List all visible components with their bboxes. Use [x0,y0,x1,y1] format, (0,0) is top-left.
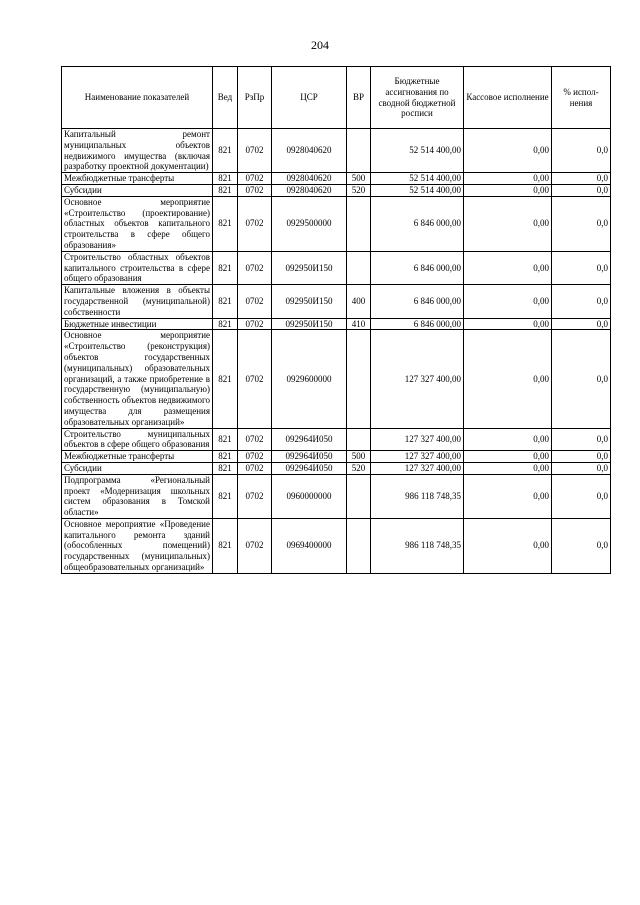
row-rzpr: 0702 [238,518,272,573]
row-rzpr: 0702 [238,428,272,451]
row-budget: 6 846 000,00 [371,251,464,284]
row-name: Основное мероприятие «Проведение капитального ремонта зданий (обособленных помещений) государственных (муниципальных) общеобразовательных организаций» [62,518,213,573]
row-budget: 986 118 748,35 [371,518,464,573]
row-percent: 0,0 [552,196,611,251]
row-budget: 52 514 400,00 [371,184,464,196]
row-cash: 0,00 [464,330,552,428]
header-name: Наименование показателей [62,67,213,129]
row-csr: 0928040620 [272,184,347,196]
row-vr: 520 [347,184,371,196]
row-ved: 821 [213,251,238,284]
row-vr [347,474,371,518]
row-name: Основное мероприятие «Строительство (реконструкция) объектов государственных (муниципальных) образовательных организаций, а также приобретение в государственную (муниципальную) собственность объектов недвижимого имущества для размещения образовательных организаций» [62,330,213,428]
table-row [62,129,611,173]
row-vr: 520 [347,462,371,474]
row-vr: 410 [347,318,371,330]
row-csr: 092964И050 [272,428,347,451]
table-row [62,451,611,463]
row-ved: 821 [213,330,238,428]
row-name: Субсидии [62,462,213,474]
row-vr: 400 [347,285,371,318]
row-name: Капитальные вложения в объекты государственной (муниципальной) собственности [62,285,213,318]
table-row [62,285,611,318]
table-row [62,173,611,185]
row-cash: 0,00 [464,184,552,196]
row-budget: 6 846 000,00 [371,196,464,251]
table-row [62,428,611,451]
page-number: 204 [311,38,329,52]
row-rzpr: 0702 [238,318,272,330]
row-budget: 6 846 000,00 [371,285,464,318]
row-rzpr: 0702 [238,129,272,173]
row-name: Строительство муниципальных объектов в сфере общего образования [62,428,213,451]
row-vr [347,196,371,251]
row-name: Межбюджетные трансферты [62,451,213,463]
row-ved: 821 [213,285,238,318]
row-budget: 127 327 400,00 [371,428,464,451]
row-csr: 092950И150 [272,251,347,284]
row-vr [347,428,371,451]
row-rzpr: 0702 [238,196,272,251]
row-percent: 0,0 [552,330,611,428]
row-percent: 0,0 [552,285,611,318]
header-percent: % испол-нения [552,67,611,129]
row-cash: 0,00 [464,428,552,451]
row-budget: 6 846 000,00 [371,318,464,330]
row-cash: 0,00 [464,474,552,518]
table-row [62,462,611,474]
row-csr: 0960000000 [272,474,347,518]
row-name: Бюджетные инвестиции [62,318,213,330]
row-rzpr: 0702 [238,173,272,185]
row-csr: 0929600000 [272,330,347,428]
header-vr: ВР [347,67,371,129]
row-budget: 52 514 400,00 [371,173,464,185]
row-cash: 0,00 [464,129,552,173]
row-csr: 0928040620 [272,129,347,173]
row-ved: 821 [213,474,238,518]
row-cash: 0,00 [464,462,552,474]
row-csr: 0928040620 [272,173,347,185]
row-cash: 0,00 [464,451,552,463]
row-percent: 0,0 [552,173,611,185]
row-percent: 0,0 [552,474,611,518]
row-csr: 092964И050 [272,462,347,474]
header-ved: Вед [213,67,238,129]
header-cash: Кассовое исполнение [464,67,552,129]
row-cash: 0,00 [464,251,552,284]
row-percent: 0,0 [552,428,611,451]
row-vr [347,251,371,284]
table-row [62,318,611,330]
row-percent: 0,0 [552,462,611,474]
table-row [62,518,611,573]
row-name: Основное мероприятие «Строительство (проектирование) областных объектов капитального строительства в сфере общего образования» [62,196,213,251]
row-csr: 092950И150 [272,285,347,318]
row-vr: 500 [347,451,371,463]
row-csr: 092950И150 [272,318,347,330]
table-header-row [62,67,611,129]
row-csr: 0969400000 [272,518,347,573]
row-budget: 127 327 400,00 [371,462,464,474]
row-rzpr: 0702 [238,285,272,318]
row-ved: 821 [213,428,238,451]
row-ved: 821 [213,462,238,474]
header-budget: Бюджетные ассигнования по сводной бюджетной росписи [371,67,464,129]
row-ved: 821 [213,196,238,251]
row-budget: 127 327 400,00 [371,330,464,428]
row-name: Межбюджетные трансферты [62,173,213,185]
row-percent: 0,0 [552,129,611,173]
table-row [62,196,611,251]
table-row [62,251,611,284]
row-budget: 127 327 400,00 [371,451,464,463]
row-percent: 0,0 [552,518,611,573]
row-rzpr: 0702 [238,330,272,428]
row-ved: 821 [213,173,238,185]
row-vr: 500 [347,173,371,185]
row-percent: 0,0 [552,451,611,463]
row-csr: 0929500000 [272,196,347,251]
row-csr: 092964И050 [272,451,347,463]
row-budget: 52 514 400,00 [371,129,464,173]
budget-table [61,66,611,574]
row-name: Капитальный ремонт муниципальных объектов недвижимого имущества (включая разработку проектной документации) [62,129,213,173]
row-cash: 0,00 [464,196,552,251]
row-rzpr: 0702 [238,462,272,474]
row-rzpr: 0702 [238,474,272,518]
row-cash: 0,00 [464,318,552,330]
header-csr: ЦСР [272,67,347,129]
row-ved: 821 [213,318,238,330]
row-vr [347,129,371,173]
row-percent: 0,0 [552,251,611,284]
row-cash: 0,00 [464,285,552,318]
table-row [62,474,611,518]
table-body [62,129,611,574]
row-name: Субсидии [62,184,213,196]
row-cash: 0,00 [464,518,552,573]
row-name: Строительство областных объектов капитального строительства в сфере общего образования [62,251,213,284]
row-name: Подпрограмма «Региональный проект «Модернизация школьных систем образования в Томской области» [62,474,213,518]
row-percent: 0,0 [552,318,611,330]
table-row [62,330,611,428]
row-ved: 821 [213,451,238,463]
row-ved: 821 [213,518,238,573]
row-cash: 0,00 [464,173,552,185]
row-vr [347,518,371,573]
table-row [62,184,611,196]
row-rzpr: 0702 [238,184,272,196]
row-ved: 821 [213,129,238,173]
row-budget: 986 118 748,35 [371,474,464,518]
row-vr [347,330,371,428]
header-rzpr: РзПр [238,67,272,129]
row-ved: 821 [213,184,238,196]
row-percent: 0,0 [552,184,611,196]
row-rzpr: 0702 [238,451,272,463]
row-rzpr: 0702 [238,251,272,284]
